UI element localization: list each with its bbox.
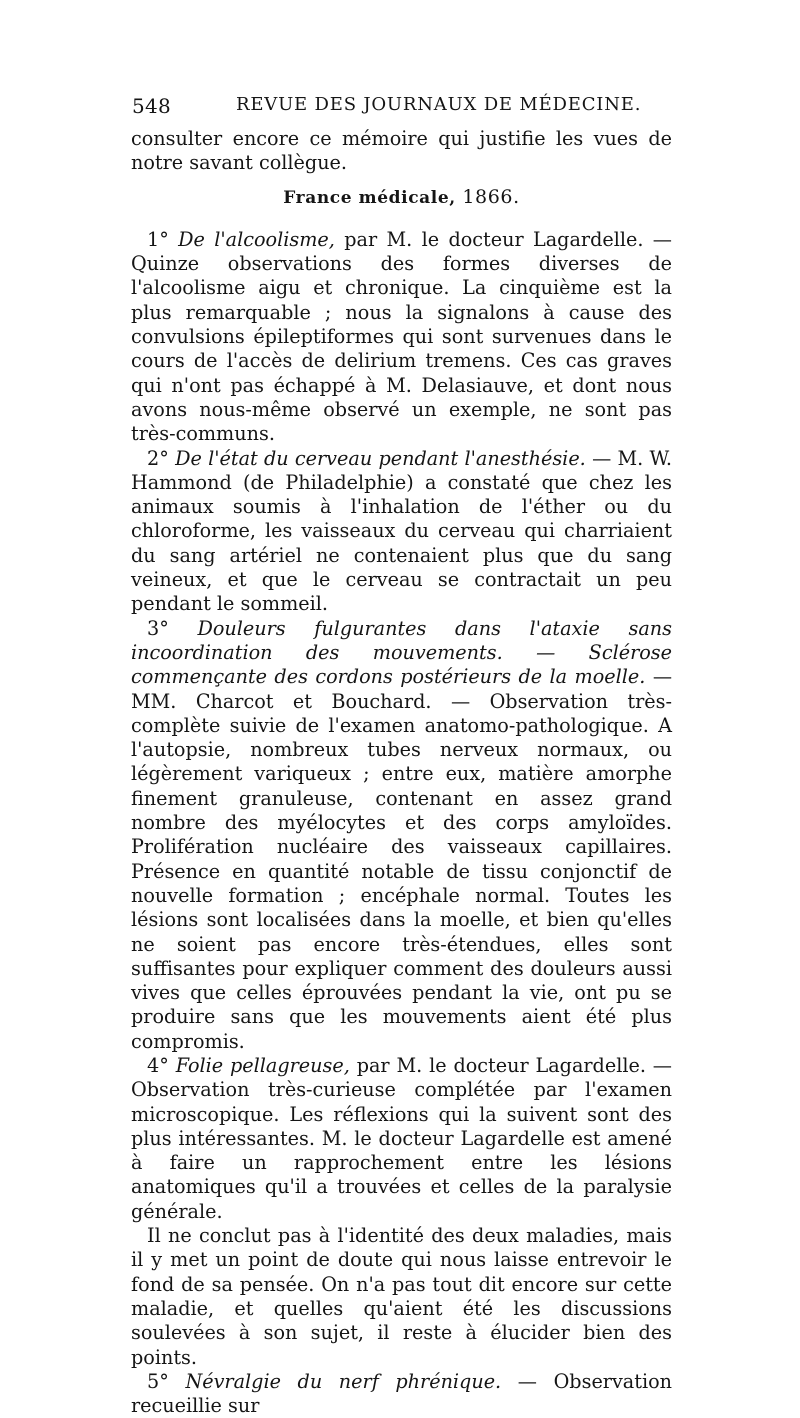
paragraph-item-3 xyxy=(131,617,672,1054)
paragraph-item-1 xyxy=(131,228,672,447)
item-number: 5° xyxy=(147,1369,169,1393)
paragraph-item-2 xyxy=(131,447,672,617)
source-journal: France médicale, xyxy=(283,187,456,208)
running-head: REVUE DES JOURNAUX DE MÉDECINE. xyxy=(236,94,642,115)
item-text: — M. W. Hammond (de Philadelphie) a constaté que chez les animaux soumis à l'inhalation de l'éther ou du chloroforme, les vaisseaux du cerveau qui charriaient du sang artériel ne contenaient plus que du sang veineux, et que le cerveau se contractait un peu pendant le sommeil. xyxy=(131,446,672,616)
article-body xyxy=(131,127,672,1418)
paragraph-continuation xyxy=(131,127,672,176)
source-heading xyxy=(131,185,672,210)
item-title: De l'état du cerveau pendant l'anesthésie. xyxy=(175,446,586,470)
paragraph-item-5 xyxy=(131,1370,672,1418)
item-title: Névralgie du nerf phrénique. xyxy=(185,1369,502,1393)
item-text: — MM. Charcot et Bouchard. — Observation très-complète suivie de l'examen anatomo-pathologique. A l'autopsie, nombreux tubes nerveux normaux, ou légèrement variqueux ; entre eux, matière amorphe finement granuleuse, contenant en assez grand nombre des myélocytes et des corps amyloïdes. Prolifération nucléaire des vaisseaux capillaires. Présence en quantité notable de tissu conjonctif de nouvelle formation ; encéphale normal. Toutes les lésions sont localisées dans la moelle, et bien qu'elles ne soient pas encore très-étendues, elles sont suffisantes pour expliquer comment des douleurs aussi vives que celles éprouvées pendant la vie, ont pu se produire sans que les mouvements aient été plus compromis. xyxy=(131,665,672,1053)
item-title: Douleurs fulgurantes dans l'ataxie sans incoordination des mouvements. — Sclérose commençante des cordons postérieurs de la moelle. xyxy=(131,616,672,689)
page-header xyxy=(132,94,672,124)
item-number: 4° xyxy=(147,1053,169,1077)
item-title: Folie pellagreuse, xyxy=(175,1053,350,1077)
item-number: 2° xyxy=(147,446,169,470)
item-number: 3° xyxy=(147,616,169,640)
paragraph-text: Il ne conclut pas à l'identité des deux maladies, mais il y met un point de doute qui nous laisse entrevoir le fond de sa pensée. On n'a pas tout dit encore sur cette maladie, et quelles qu'aient été les discussions soulevées à son sujet, il reste à élucider bien des points. xyxy=(131,1224,672,1369)
item-text: par M. le docteur Lagardelle. — Observation très-curieuse complétée par l'examen microscopique. Les réflexions qui la suivent sont des plus intéressantes. M. le docteur Lagardelle est amené à faire un rapprochement entre les lésions anatomiques qu'il a trouvées et celles de la paralysie générale. xyxy=(131,1053,672,1223)
item-number: 1° xyxy=(147,227,169,251)
page-number: 548 xyxy=(132,94,172,118)
paragraph-followup xyxy=(131,1224,672,1370)
paragraph-item-4 xyxy=(131,1054,672,1224)
paragraph-text: consulter encore ce mémoire qui justifie les vues de notre savant collègue. xyxy=(131,127,672,175)
item-text: — Observation recueillie sur xyxy=(131,1369,673,1418)
item-text: par M. le docteur Lagardelle. — Quinze observations des formes diverses de l'alcoolisme aigu et chronique. La cinquième est la plus remarquable ; nous la signalons à cause des convulsions épileptiformes qui sont survenues dans le cours de l'accès de delirium tremens. Ces cas graves qui n'ont pas échappé à M. Delasiauve, et dont nous avons nous-même observé un exemple, ne sont pas très-communs. xyxy=(131,227,672,446)
item-title: De l'alcoolisme, xyxy=(178,227,335,251)
source-year: 1866. xyxy=(462,185,520,208)
